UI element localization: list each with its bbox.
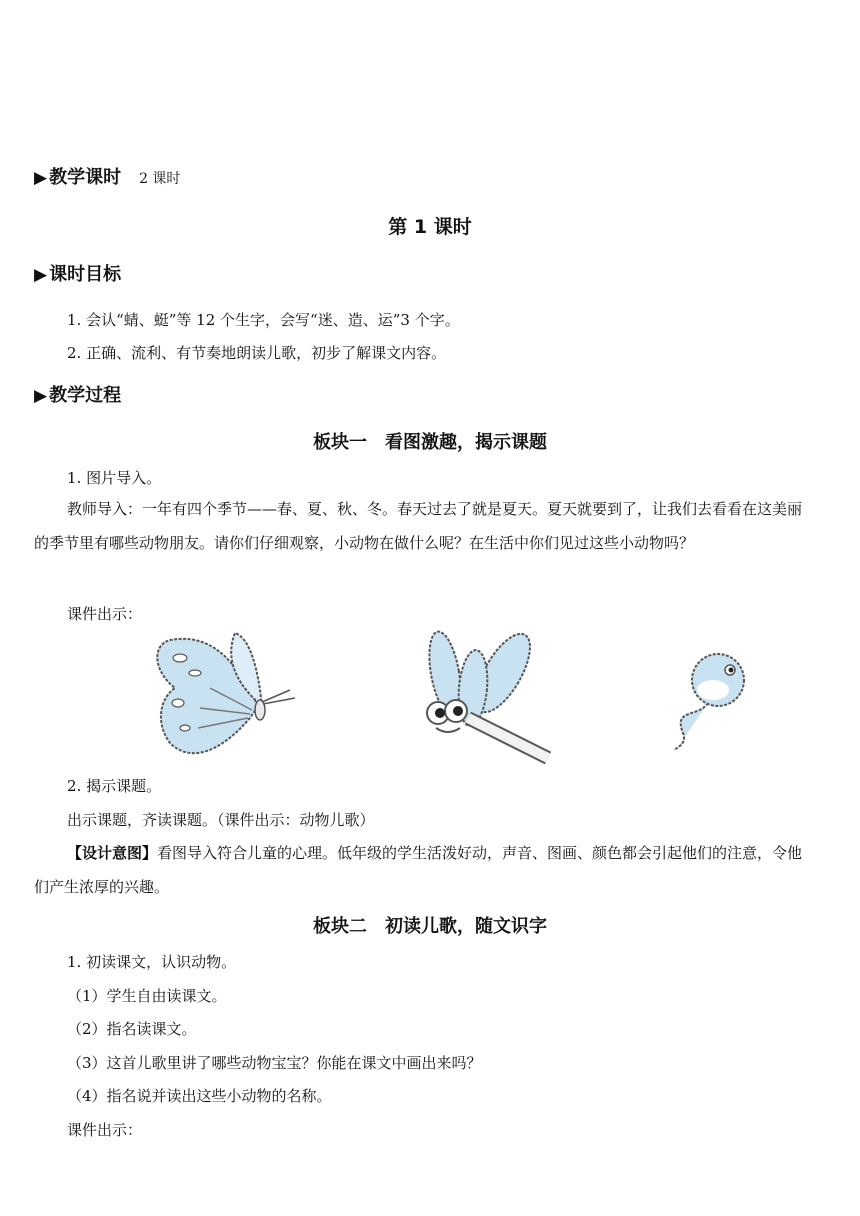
butterfly-icon <box>140 628 305 768</box>
block1-step1: 1. 图片导入。 <box>67 469 162 487</box>
courseware-label-2: 课件出示： <box>67 1121 143 1139</box>
design-intent-label: 【设计意图】 <box>67 844 158 862</box>
objective-item-2: 2. 正确、流利、有节奏地朗读儿歌，初步了解课文内容。 <box>67 344 447 362</box>
process-heading <box>34 381 121 407</box>
design-intent-text: 看图导入符合儿童的心理。低年级的学生活泼好动，声音、图画、颜色都会引起他们的注意，令他们产生浓厚的兴趣。 <box>34 844 803 896</box>
teaching-hours-label: 教学课时 <box>49 167 122 188</box>
process-heading-label: 教学过程 <box>49 385 122 406</box>
lesson-title: 第 1 课时 <box>388 216 472 238</box>
courseware-label-1: 课件出示： <box>67 605 143 623</box>
objectives-heading <box>34 260 121 286</box>
objective-item-1: 1. 会认“蜻、蜓”等 12 个生字，会写“迷、造、运”3 个字。 <box>67 311 460 329</box>
block1-intro-paragraph: 教师导入：一年有四个季节——春、夏、秋、冬。春天过去了就是夏天。夏天就要到了，让我们去看看在这美丽的季节里有哪些动物朋友。请你们仔细观察，小动物在做什么呢？在生活中你们见过这些小动物吗？ <box>34 500 803 552</box>
triangle-bullet-icon: ▶ <box>34 168 48 188</box>
dragonfly-icon <box>408 628 563 768</box>
block1-step2-detail: 出示课题，齐读课题。（课件出示：动物儿歌） <box>67 811 375 829</box>
triangle-bullet-icon: ▶ <box>34 265 48 285</box>
triangle-bullet-icon: ▶ <box>34 386 48 406</box>
block2-item-3: （3）这首儿歌里讲了哪些动物宝宝？你能在课文中画出来吗？ <box>67 1054 482 1072</box>
block2-item-1: （1）学生自由读课文。 <box>67 987 227 1005</box>
block2-title: 板块二 初读儿歌，随文识字 <box>313 916 547 937</box>
teaching-hours-heading <box>34 163 180 189</box>
block1-title: 板块一 看图激趣，揭示课题 <box>313 432 547 453</box>
block2-item-4: （4）指名说并读出这些小动物的名称。 <box>67 1087 332 1105</box>
block1-step2: 2. 揭示课题。 <box>67 777 162 795</box>
block2-step1: 1. 初读课文，认识动物。 <box>67 953 237 971</box>
block2-item-2: （2）指名读课文。 <box>67 1020 197 1038</box>
objectives-heading-label: 课时目标 <box>49 264 122 285</box>
tadpole-icon <box>668 648 748 753</box>
teaching-hours-value: 2 课时 <box>139 171 181 187</box>
design-intent-paragraph <box>34 836 814 904</box>
